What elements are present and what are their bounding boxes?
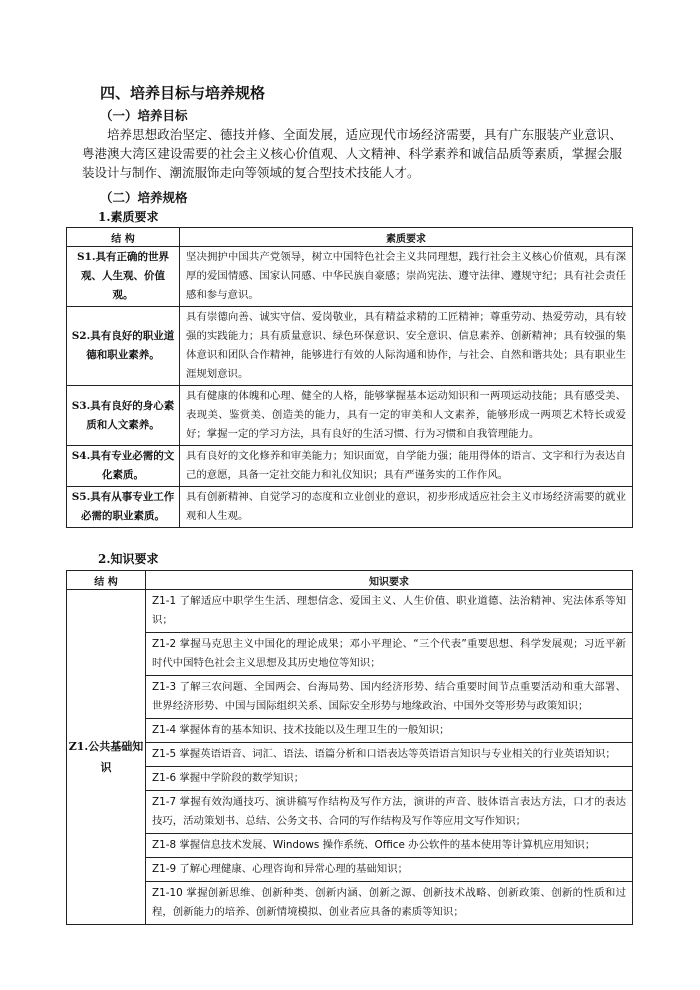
row-label: S4.具有专业必需的文化素质。 <box>67 446 180 487</box>
table-row <box>67 247 633 307</box>
col-quality-requirement: 素质要求 <box>180 228 633 247</box>
row-text: Z1-6 掌握中学阶段的数学知识； <box>146 767 633 791</box>
table-row <box>67 676 633 719</box>
section-title: 四、培养目标与培养规格 <box>100 84 266 102</box>
table-row <box>67 834 633 858</box>
row-text: 具有崇德向善、诚实守信、爱岗敬业，具有精益求精的工匠精神；尊重劳动、热爱劳动，具有较强的实践能力；具有质量意识、绿色环保意识、安全意识、信息素养、创新精神；具有较强的集体意识和团队合作精神，能够进行有效的人际沟通和协作，与社会、自然和谐共处；具有职业生涯规划意识。 <box>180 307 633 386</box>
table-row <box>67 386 633 446</box>
table-row <box>67 307 633 386</box>
row-text: 具有创新精神、自觉学习的态度和立业创业的意识，初步形成适应社会主义市场经济需要的就业观和人生观。 <box>180 487 633 528</box>
row-text: Z1-9 了解心理健康、心理咨询和异常心理的基础知识； <box>146 858 633 882</box>
group-label: Z1.公共基础知识 <box>67 590 146 925</box>
row-text: Z1-7 掌握有效沟通技巧、演讲稿写作结构及写作方法，演讲的声音、肢体语言表达方法，口才的表达技巧，活动策划书、总结、公务文书、合同的写作结构及写作等应用文写作知识； <box>146 791 633 834</box>
goal-paragraph: 培养思想政治坚定、德技并修、全面发展，适应现代市场经济需要，具有广东服装产业意识、粤港澳大湾区建设需要的社会主义核心价值观、人文精神、科学素养和诚信品质等素质，掌握会服装设计与制作、潮流服饰走向等领域的复合型技术技能人才。 <box>82 127 622 180</box>
table-row <box>67 858 633 882</box>
table-row <box>67 633 633 676</box>
row-text: Z1-3 了解三农问题、全国两会、台海局势、国内经济形势、结合重要时间节点重要活动和重大部署、世界经济形势、中国与国际组织关系、国际安全形势与地缘政治、中国外交等形势与政策知识； <box>146 676 633 719</box>
row-text: Z1-2 掌握马克思主义中国化的理论成果；邓小平理论、“三个代表”重要思想、科学发展观；习近平新时代中国特色社会主义思想及其历史地位等知识； <box>146 633 633 676</box>
row-text: 坚决拥护中国共产党领导，树立中国特色社会主义共同理想，践行社会主义核心价值观，具有深厚的爱国情感、国家认同感、中华民族自豪感；崇尚宪法、遵守法律、遵规守纪；具有社会责任感和参与意识。 <box>180 247 633 307</box>
table-row <box>67 487 633 528</box>
table-row <box>67 882 633 925</box>
quality-table-header <box>67 228 633 247</box>
row-text: Z1-10 掌握创新思维、创新种类、创新内涵、创新之源、创新技术战略、创新政策、创新的性质和过程，创新能力的培养、创新情境模拟、创业者应具备的素质等知识； <box>146 882 633 925</box>
row-label: S5.具有从事专业工作必需的职业素质。 <box>67 487 180 528</box>
col-knowledge-requirement: 知识要求 <box>146 571 633 590</box>
col-structure: 结 构 <box>67 228 180 247</box>
table-row <box>67 719 633 743</box>
row-text: Z1-1 了解适应中职学生生活、理想信念、爱国主义、人生价值、职业道德、法治精神、宪法体系等知识； <box>146 590 633 633</box>
row-text: Z1-5 掌握英语语音、词汇、语法、语篇分析和口语表达等英语语言知识与专业相关的行业英语知识； <box>146 743 633 767</box>
knowledge-table <box>66 570 633 925</box>
spec-heading: （二）培养规格 <box>100 190 188 205</box>
row-label: S2.具有良好的职业道德和职业素养。 <box>67 307 180 386</box>
row-text: Z1-4 掌握体育的基本知识、技术技能以及生理卫生的一般知识； <box>146 719 633 743</box>
table-row <box>67 446 633 487</box>
table-row <box>67 743 633 767</box>
row-label: S1.具有正确的世界观、人生观、价值观。 <box>67 247 180 307</box>
row-text: 具有良好的文化修养和审美能力；知识面宽，自学能力强；能用得体的语言、文字和行为表达自己的意愿，具备一定社交能力和礼仪知识；具有严谨务实的工作作风。 <box>180 446 633 487</box>
col-structure: 结 构 <box>67 571 146 590</box>
quality-table <box>66 227 633 528</box>
quality-heading: 1.素质要求 <box>98 210 159 224</box>
knowledge-table-header <box>67 571 633 590</box>
row-text: Z1-8 掌握信息技术发展、Windows 操作系统、Office 办公软件的基本使用等计算机应用知识； <box>146 834 633 858</box>
row-text: 具有健康的体魄和心理、健全的人格，能够掌握基本运动知识和一两项运动技能；具有感受美、表现美、鉴赏美、创造美的能力，具有一定的审美和人文素养，能够形成一两项艺术特长或爱好；掌握一定的学习方法，具有良好的生活习惯、行为习惯和自我管理能力。 <box>180 386 633 446</box>
knowledge-heading: 2.知识要求 <box>98 552 159 566</box>
table-row <box>67 590 633 633</box>
goal-heading: （一）培养目标 <box>100 108 188 123</box>
table-row <box>67 791 633 834</box>
table-row <box>67 767 633 791</box>
row-label: S3.具有良好的身心素质和人文素养。 <box>67 386 180 446</box>
